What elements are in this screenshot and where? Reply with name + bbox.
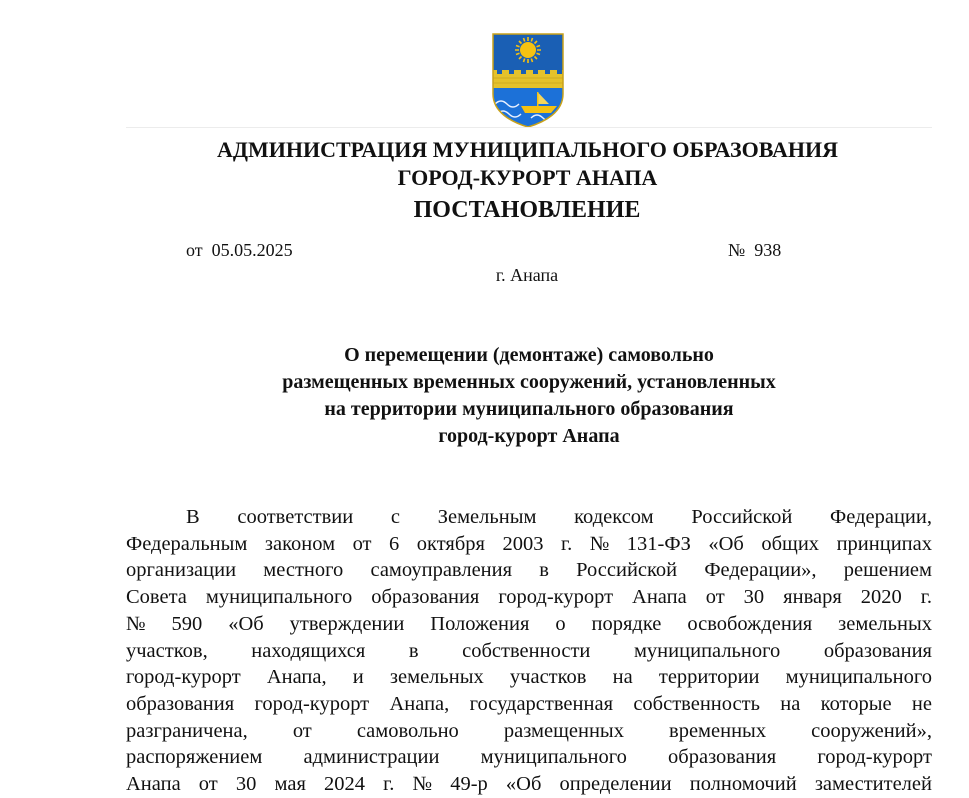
body-line: город-курорт Анапа, и земельных участков на территории муниципального — [126, 666, 932, 689]
number-value: 938 — [754, 240, 782, 260]
date-prefix: от — [186, 240, 203, 260]
document-type: ПОСТАНОВЛЕНИЕ — [413, 197, 641, 223]
body-line: Совета муниципального образования город-курорт Анапа от 30 января 2020 г. — [126, 586, 932, 609]
document-date — [186, 240, 293, 261]
title-line: О перемещении (демонтаже) самовольно — [344, 344, 714, 366]
body-line: В соответствии с Земельным кодексом Российской Федерации, — [186, 506, 932, 528]
body-line: образования город-курорт Анапа, государственная собственность на которые не — [126, 692, 932, 715]
number-prefix: № — [728, 240, 746, 260]
coat-of-arms-emblem — [491, 32, 565, 128]
document-title — [126, 342, 932, 450]
fortress-wall-icon — [491, 70, 565, 88]
body-line: распоряжением администрации муниципального образования город-курорт — [126, 746, 932, 769]
header-separator — [126, 127, 932, 128]
document-number — [728, 240, 781, 261]
title-line: город-курорт Анапа — [438, 425, 620, 447]
body-line: № 590 «Об утверждении Положения о порядке освобождения земельных — [126, 612, 932, 635]
org-line-2: ГОРОД-КУРОРТ АНАПА — [397, 165, 658, 190]
org-line-1: АДМИНИСТРАЦИЯ МУНИЦИПАЛЬНОГО ОБРАЗОВАНИЯ — [216, 137, 839, 162]
title-line: на территории муниципального образования — [324, 398, 734, 420]
organization-name — [0, 136, 969, 192]
body-line: организации местного самоуправления в Российской Федерации», решением — [126, 559, 932, 582]
body-line: Федеральным законом от 6 октября 2003 г. № 131-ФЗ «Об общих принципах — [126, 532, 932, 555]
title-line: размещенных временных сооружений, установленных — [282, 371, 776, 393]
body-line: разграничена, от самовольно размещенных временных сооружений», — [126, 719, 932, 742]
document-body — [126, 504, 932, 798]
body-line: Анапа от 30 мая 2024 г. № 49-р «Об определении полномочий заместителей — [126, 773, 932, 796]
city: г. Анапа — [495, 265, 559, 285]
date-value: 05.05.2025 — [211, 240, 293, 260]
body-line: участков, находящихся в собственности муниципального образования — [126, 639, 932, 662]
